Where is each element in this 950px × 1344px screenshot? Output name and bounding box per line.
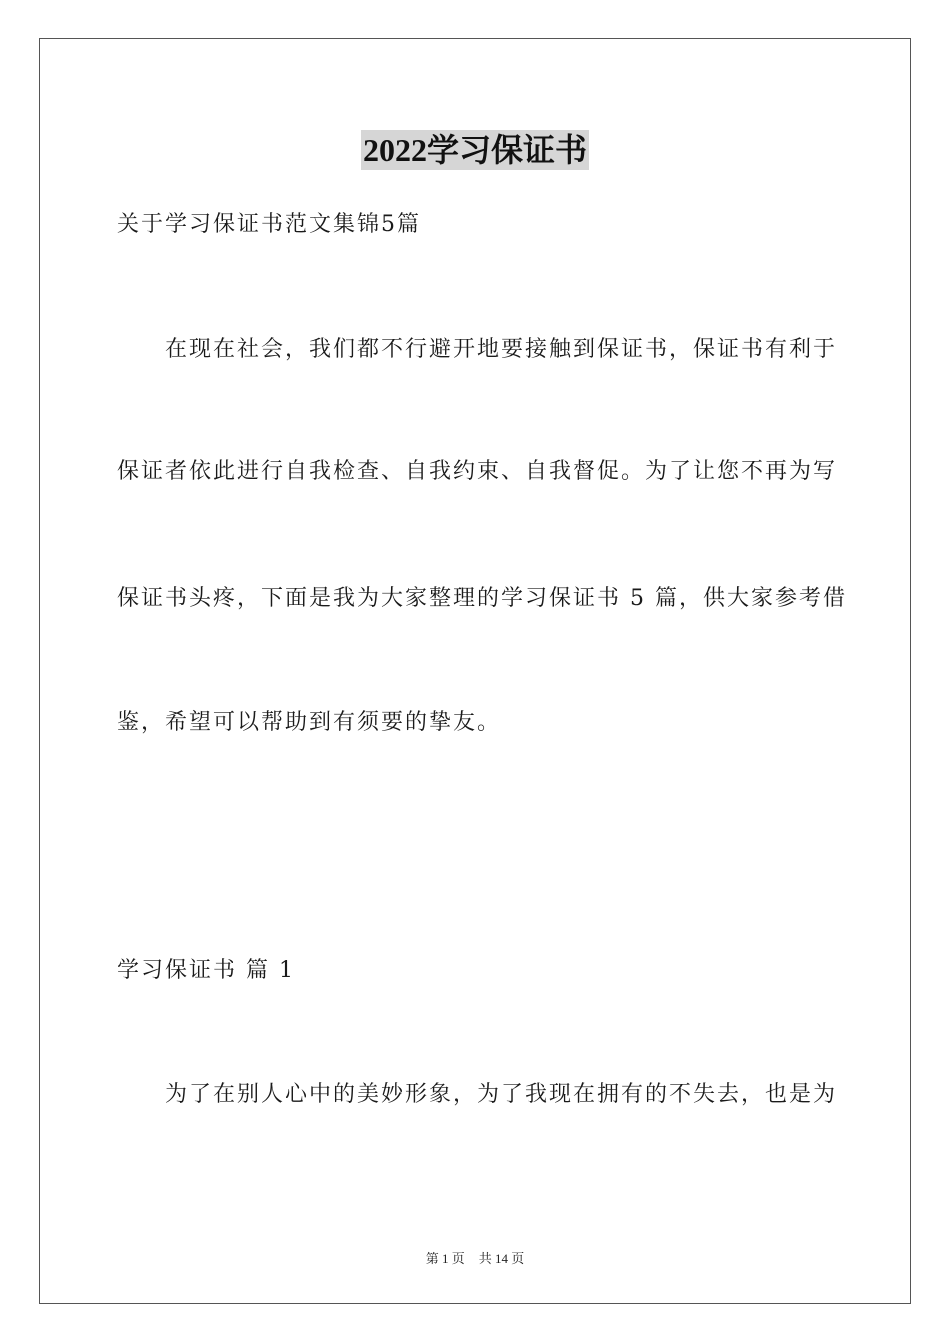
section-heading: 学习保证书 篇 1 [117,958,295,983]
intro-line-3: 保证书头疼，下面是我为大家整理的学习保证书 5 篇，供大家参考借 [117,586,847,611]
page-number-total: 共 14 页 [478,1251,525,1266]
document-subtitle: 关于学习保证书范文集锦5篇 [117,212,421,237]
page-footer [0,1248,950,1267]
intro-line-4: 鉴，希望可以帮助到有须要的挚友。 [117,710,502,735]
intro-line-2: 保证者依此进行自我检查、自我约束、自我督促。为了让您不再为写 [117,459,838,484]
intro-line-1: 在现在社会，我们都不行避开地要接触到保证书，保证书有利于 [117,337,838,362]
document-title [0,130,950,170]
section-line-1: 为了在别人心中的美妙形象，为了我现在拥有的不失去，也是为 [117,1082,838,1107]
page-number-current: 第 1 页 [425,1251,465,1266]
document-title-text: 2022学习保证书 [362,132,587,168]
